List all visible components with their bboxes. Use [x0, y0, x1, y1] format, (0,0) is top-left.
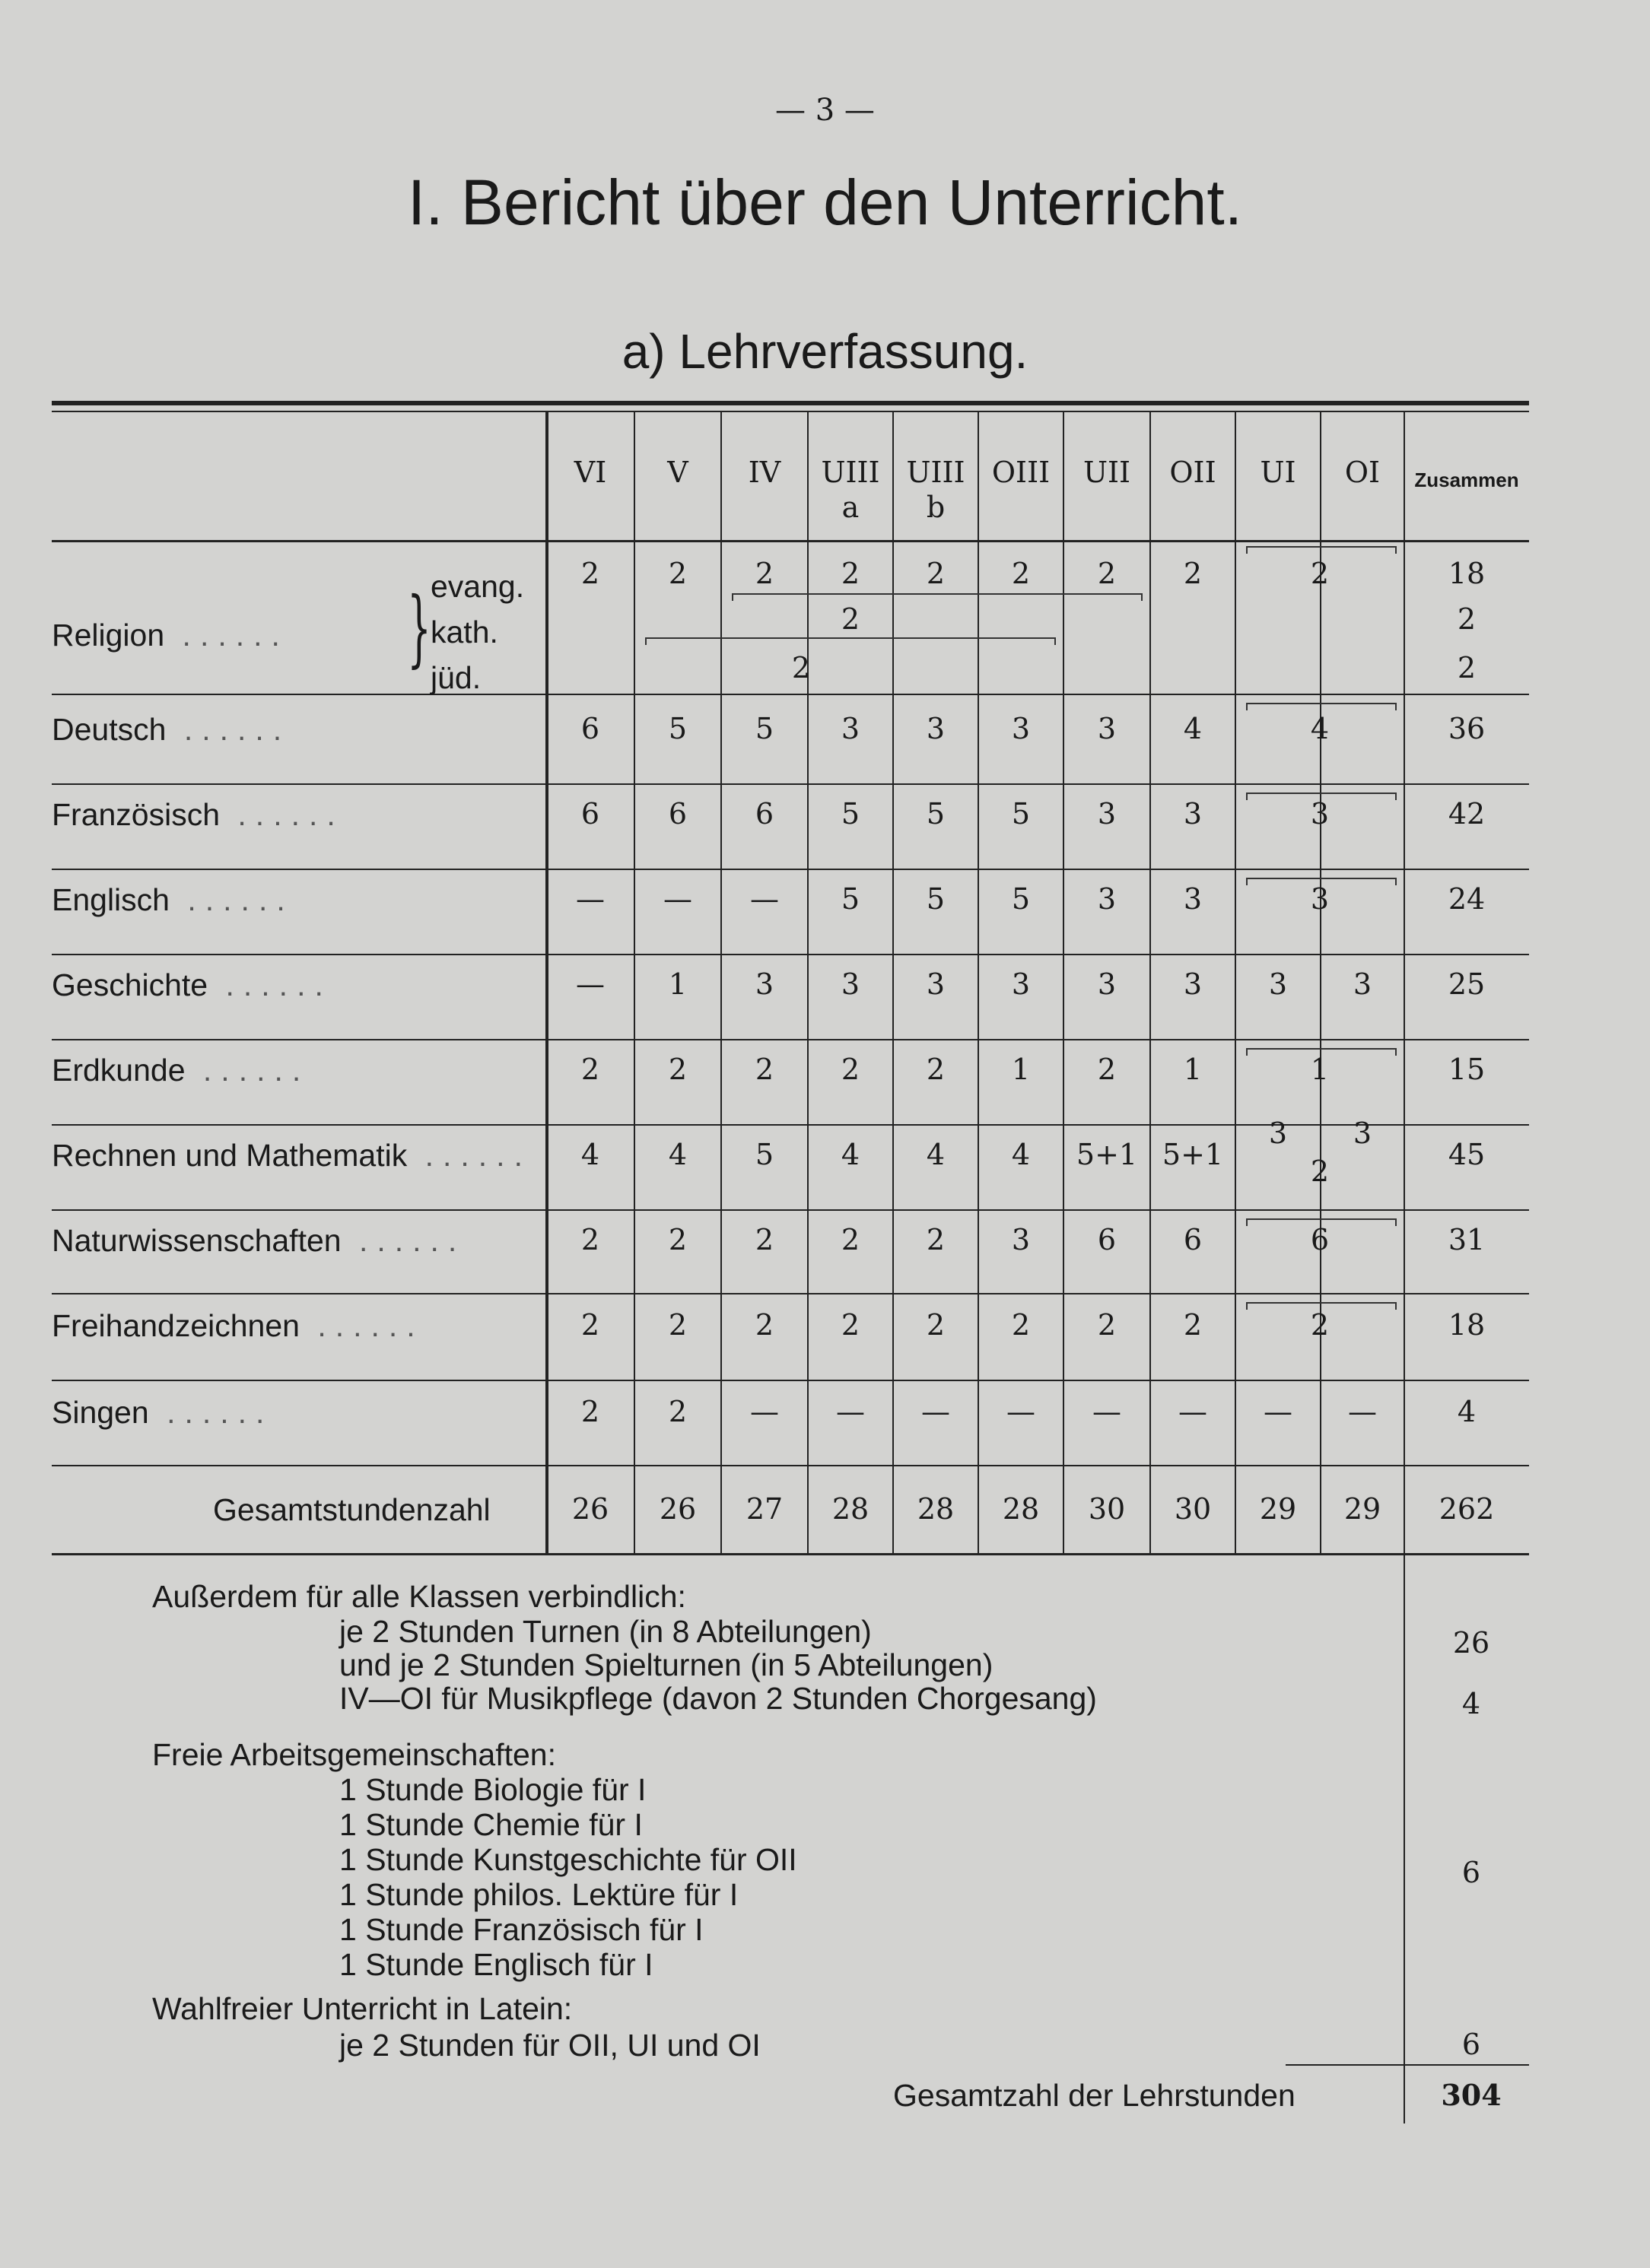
column-header-0 — [546, 455, 634, 490]
subject-cell: — — [750, 882, 779, 916]
subject-cell: 5 — [841, 882, 860, 916]
notes-freie-line: 1 Stunde Französisch für I — [339, 1912, 704, 1947]
page-title: I. Bericht über den Unterricht. — [407, 167, 1243, 238]
religion-kath-cell: 2 — [841, 602, 860, 636]
subject-cell: 2 — [580, 1308, 600, 1342]
notes-freie-line: 1 Stunde Chemie für I — [339, 1807, 643, 1842]
notes-ausserdem-heading: Außerdem für alle Klassen verbindlich: — [152, 1579, 686, 1614]
totals-label: Gesamtstundenzahl — [213, 1492, 491, 1527]
subject-label: Rechnen und Mathematik — [52, 1138, 408, 1173]
row-rule — [52, 1209, 1529, 1211]
subject-cell: 6 — [755, 797, 774, 831]
subject-cell: 6 — [580, 712, 600, 745]
notes-freie-total: 6 — [1461, 1856, 1481, 1889]
leader-dots: ...... — [169, 882, 294, 917]
subject-cell: 2 — [926, 1053, 946, 1086]
religion-jued-brace — [645, 637, 1056, 645]
religion-evang-cell: 2 — [1183, 557, 1203, 590]
subject-label: Freihandzeichnen — [52, 1308, 300, 1343]
notes-latein-line: je 2 Stunden für OII, UI und OI — [339, 2028, 761, 2063]
subject-cell: 3 — [926, 712, 946, 745]
subject-cell: 2 — [841, 1308, 860, 1342]
religion-evang-ui-oi: 2 — [1310, 557, 1330, 590]
leader-dots: ...... — [220, 797, 345, 832]
ui-oi-brace — [1246, 878, 1397, 885]
subject-cell: 1 — [668, 967, 688, 1001]
religion-evang-cell: 2 — [1097, 557, 1117, 590]
subject-cell: 3 — [1097, 797, 1117, 831]
subject-label: Geschichte — [52, 967, 208, 1002]
totals-cell: 30 — [1088, 1492, 1126, 1526]
row-rule — [52, 783, 1529, 785]
religion-evang-cell: 2 — [580, 557, 600, 590]
subject-cell: — — [576, 967, 605, 1001]
subject-6 — [52, 1223, 466, 1259]
notes-total-rule — [1286, 2064, 1529, 2066]
subject-cell: 6 — [1097, 1223, 1117, 1256]
subject-cell: 2 — [755, 1053, 774, 1086]
notes-freie-line: 1 Stunde Englisch für I — [339, 1947, 653, 1982]
subject-ui-cell: — — [1264, 1395, 1292, 1428]
subject-total: 45 — [1448, 1138, 1486, 1171]
leader-dots: ...... — [299, 1308, 424, 1343]
notes-freie-line: 1 Stunde Kunstgeschichte für OII — [339, 1842, 797, 1877]
leader-dots: ...... — [166, 712, 291, 747]
subject-oi-cell: 3 — [1353, 967, 1372, 1001]
notes-musik-total: 4 — [1461, 1687, 1481, 1720]
subject-cell: — — [1006, 1395, 1035, 1428]
ui-oi-brace — [1246, 1048, 1397, 1056]
subject-ui-oi-cell: 4 — [1310, 712, 1330, 745]
notes-grand-label: Gesamtzahl der Lehrstunden — [893, 2078, 1296, 2113]
column-header-label: OI — [1344, 456, 1381, 489]
subject-ui-oi-cell: 6 — [1310, 1223, 1330, 1256]
subject-cell: 3 — [841, 967, 860, 1001]
subject-cell: 3 — [1183, 882, 1203, 916]
subject-cell: 5 — [926, 882, 946, 916]
subject-cell: 1 — [1183, 1053, 1203, 1086]
totals-cell: 26 — [571, 1492, 609, 1526]
leader-dots: ...... — [407, 1138, 532, 1173]
subject-cell: — — [1092, 1395, 1121, 1428]
ui-oi-split-rule — [1320, 960, 1321, 1033]
leader-dots: ...... — [341, 1223, 466, 1258]
column-header-2 — [721, 455, 808, 490]
totals-cell: 29 — [1343, 1492, 1381, 1526]
religion-ui-oi-brace — [1246, 546, 1397, 554]
subject-cell: 5 — [926, 797, 946, 831]
subject-cell: 5 — [1011, 882, 1031, 916]
subject-ui-oi-cell: 2 — [1310, 1308, 1330, 1342]
religion-denomination: evang. — [431, 569, 525, 604]
notes-latein-heading: Wahlfreier Unterricht in Latein: — [152, 1991, 573, 2026]
subject-cell: 3 — [1183, 797, 1203, 831]
subject-cell: 4 — [668, 1138, 688, 1171]
column-header-1 — [634, 455, 721, 490]
subject-cell: 4 — [1011, 1138, 1031, 1171]
row-rule — [52, 1039, 1529, 1040]
subject-5 — [52, 1138, 532, 1174]
column-header-label: VI — [574, 456, 607, 489]
ui-oi-brace — [1246, 1302, 1397, 1310]
ui-oi-split-rule — [1320, 1118, 1321, 1148]
column-header-label: Zusammen — [1414, 469, 1519, 491]
totals-cell: 28 — [1002, 1492, 1040, 1526]
subject-oi-cell: 3 — [1353, 1117, 1372, 1150]
column-header-3 — [808, 455, 893, 525]
subject-cell: 5 — [841, 797, 860, 831]
ui-oi-brace — [1246, 793, 1397, 800]
subject-cell: 2 — [580, 1053, 600, 1086]
row-rule — [52, 1465, 1529, 1466]
subject-ui-oi-cell: 1 — [1310, 1053, 1330, 1086]
totals-cell: 27 — [746, 1492, 784, 1526]
subject-cell: 6 — [1183, 1223, 1203, 1256]
subject-cell: 5 — [1011, 797, 1031, 831]
column-header-sub: a — [841, 491, 860, 524]
subject-cell: 2 — [926, 1308, 946, 1342]
subject-ui-cell: 3 — [1268, 967, 1288, 1001]
subject-cell: 2 — [1097, 1308, 1117, 1342]
column-header-label: V — [667, 456, 688, 489]
totals-cell: 26 — [659, 1492, 697, 1526]
subject-cell: — — [836, 1395, 865, 1428]
subject-label: Französisch — [52, 797, 221, 832]
table-bottom-rule — [52, 1553, 1529, 1555]
religion-evang-cell: 2 — [1011, 557, 1031, 590]
subject-cell: 3 — [1183, 967, 1203, 1001]
subject-cell: 5 — [668, 712, 688, 745]
subject-cell: 3 — [1011, 712, 1031, 745]
notes-turnen-total: 26 — [1452, 1626, 1490, 1660]
subject-religion — [52, 618, 289, 653]
subject-cell: — — [750, 1395, 779, 1428]
subject-label: Singen — [52, 1395, 149, 1430]
totals-cell: 28 — [917, 1492, 955, 1526]
subject-oi-cell: — — [1348, 1395, 1377, 1428]
subject-cell: 2 — [1011, 1308, 1031, 1342]
subject-cell: — — [663, 882, 692, 916]
totals-cell: 29 — [1259, 1492, 1297, 1526]
notes-latein-total: 6 — [1461, 2028, 1481, 2061]
column-header-5 — [978, 455, 1063, 490]
subject-7 — [52, 1308, 424, 1344]
section-subtitle: a) Lehrverfassung. — [622, 324, 1028, 379]
subject-3 — [52, 967, 332, 1003]
subject-cell: 2 — [926, 1223, 946, 1256]
subject-cell: 3 — [926, 967, 946, 1001]
subject-8 — [52, 1395, 273, 1431]
subject-cell: 2 — [755, 1308, 774, 1342]
subject-ui-oi-cell: 2 — [1310, 1155, 1330, 1188]
subject-total: 36 — [1448, 712, 1486, 745]
subject-cell: 1 — [1011, 1053, 1031, 1086]
subject-cell: 2 — [1183, 1308, 1203, 1342]
subject-cell: 2 — [841, 1053, 860, 1086]
row-rule — [52, 954, 1529, 955]
subject-cell: 3 — [1097, 712, 1117, 745]
notes-freie-heading: Freie Arbeitsgemeinschaften: — [152, 1737, 556, 1772]
subject-cell: 2 — [1097, 1053, 1117, 1086]
subject-cell: 3 — [1011, 1223, 1031, 1256]
row-rule — [52, 540, 1529, 542]
table-top-rule-thin — [52, 411, 1529, 412]
subject-ui-oi-cell: 3 — [1310, 882, 1330, 916]
subject-2 — [52, 882, 294, 918]
subject-cell: — — [576, 882, 605, 916]
ui-oi-brace — [1246, 703, 1397, 710]
subject-total: 42 — [1448, 797, 1486, 831]
notes-column-rule — [1404, 1553, 1405, 2123]
notes-grand-total: 304 — [1441, 2078, 1502, 2112]
subject-0 — [52, 712, 291, 748]
subject-total: 31 — [1448, 1223, 1486, 1256]
notes-ausserdem-line: IV—OI für Musikpflege (davon 2 Stunden Chorgesang) — [339, 1681, 1097, 1716]
subject-ui-oi-cell: 3 — [1310, 797, 1330, 831]
religion-evang-cell: 2 — [668, 557, 688, 590]
subject-cell: 5 — [755, 1138, 774, 1171]
religion-denomination: jüd. — [431, 660, 482, 695]
column-header-sub: b — [926, 491, 946, 524]
subject-cell: 3 — [1097, 967, 1117, 1001]
subject-cell: 6 — [668, 797, 688, 831]
subject-total: 25 — [1448, 967, 1486, 1001]
subject-label: Englisch — [52, 882, 170, 917]
subject-cell: 5 — [755, 712, 774, 745]
totals-cell: 28 — [831, 1492, 870, 1526]
subject-cell: 4 — [841, 1138, 860, 1171]
subject-1 — [52, 797, 345, 833]
religion-kath-brace — [732, 593, 1143, 601]
subject-cell: 2 — [668, 1223, 688, 1256]
column-header-label: OII — [1169, 456, 1216, 489]
subject-cell: 2 — [668, 1308, 688, 1342]
subject-cell: 3 — [841, 712, 860, 745]
ui-oi-brace — [1246, 1218, 1397, 1226]
table-top-rule — [52, 401, 1529, 405]
subject-total: 18 — [1448, 1308, 1486, 1342]
religion-denomination: kath. — [431, 615, 498, 650]
subject-ui-cell: 3 — [1268, 1117, 1288, 1150]
subject-cell: 2 — [580, 1223, 600, 1256]
row-rule — [52, 1293, 1529, 1294]
column-header-6 — [1063, 455, 1150, 490]
ui-oi-split-rule — [1320, 1387, 1321, 1460]
totals-grand-cell: 262 — [1439, 1492, 1495, 1526]
subject-cell: 2 — [668, 1395, 688, 1428]
subject-cell: 3 — [1097, 882, 1117, 916]
subject-label: Erdkunde — [52, 1053, 186, 1088]
subject-cell: 6 — [580, 797, 600, 831]
subject-cell: 5+1 — [1076, 1138, 1138, 1171]
column-header-10 — [1404, 462, 1529, 497]
row-rule — [52, 694, 1529, 695]
column-header-9 — [1321, 455, 1404, 490]
religion-evang-cell: 2 — [755, 557, 774, 590]
religion-jued-cell: 2 — [791, 651, 811, 685]
religion-evang-cell: 2 — [926, 557, 946, 590]
column-header-label: UIII — [906, 456, 965, 489]
row-rule — [52, 1380, 1529, 1381]
subject-label: Deutsch — [52, 712, 167, 747]
subject-cell: 4 — [926, 1138, 946, 1171]
subject-4 — [52, 1053, 310, 1088]
religion-evang-cell: 2 — [841, 557, 860, 590]
notes-freie-line: 1 Stunde Biologie für I — [339, 1772, 647, 1807]
subject-cell: 2 — [580, 1395, 600, 1428]
subject-cell: 5+1 — [1162, 1138, 1224, 1171]
subject-cell: 3 — [1011, 967, 1031, 1001]
subject-label: Religion — [52, 618, 165, 653]
subject-total: 24 — [1448, 882, 1486, 916]
leader-dots: ...... — [185, 1053, 310, 1088]
column-header-8 — [1235, 455, 1321, 490]
notes-ausserdem-line: je 2 Stunden Turnen (in 8 Abteilungen) — [339, 1614, 872, 1649]
subject-cell: 2 — [668, 1053, 688, 1086]
column-header-7 — [1150, 455, 1235, 490]
page-number: — 3 — — [775, 93, 875, 128]
subject-total: 15 — [1448, 1053, 1486, 1086]
column-header-label: UI — [1260, 456, 1296, 489]
totals-cell: 30 — [1174, 1492, 1212, 1526]
leader-dots: ...... — [164, 618, 289, 653]
subject-cell: — — [921, 1395, 950, 1428]
column-header-label: OIII — [991, 456, 1051, 489]
subject-cell: 2 — [841, 1223, 860, 1256]
leader-dots: ...... — [148, 1395, 274, 1430]
subject-cell: 3 — [755, 967, 774, 1001]
column-header-4 — [893, 455, 978, 525]
subject-cell: 2 — [755, 1223, 774, 1256]
column-header-label: UII — [1083, 456, 1131, 489]
subject-cell: 4 — [1183, 712, 1203, 745]
subject-label: Naturwissenschaften — [52, 1223, 342, 1258]
curly-brace: } — [407, 579, 431, 676]
subject-cell: 4 — [580, 1138, 600, 1171]
column-header-label: IV — [748, 456, 781, 489]
notes-freie-line: 1 Stunde philos. Lektüre für I — [339, 1877, 739, 1912]
subject-total: 4 — [1457, 1395, 1477, 1428]
leader-dots: ...... — [208, 967, 332, 1002]
row-rule — [52, 869, 1529, 870]
religion-kath-total: 2 — [1457, 602, 1477, 636]
subject-cell: — — [1178, 1395, 1207, 1428]
religion-evang-total: 18 — [1448, 557, 1486, 590]
notes-ausserdem-line: und je 2 Stunden Spielturnen (in 5 Abteilungen) — [339, 1647, 993, 1682]
column-header-label: UIII — [821, 456, 880, 489]
religion-jued-total: 2 — [1457, 651, 1477, 685]
